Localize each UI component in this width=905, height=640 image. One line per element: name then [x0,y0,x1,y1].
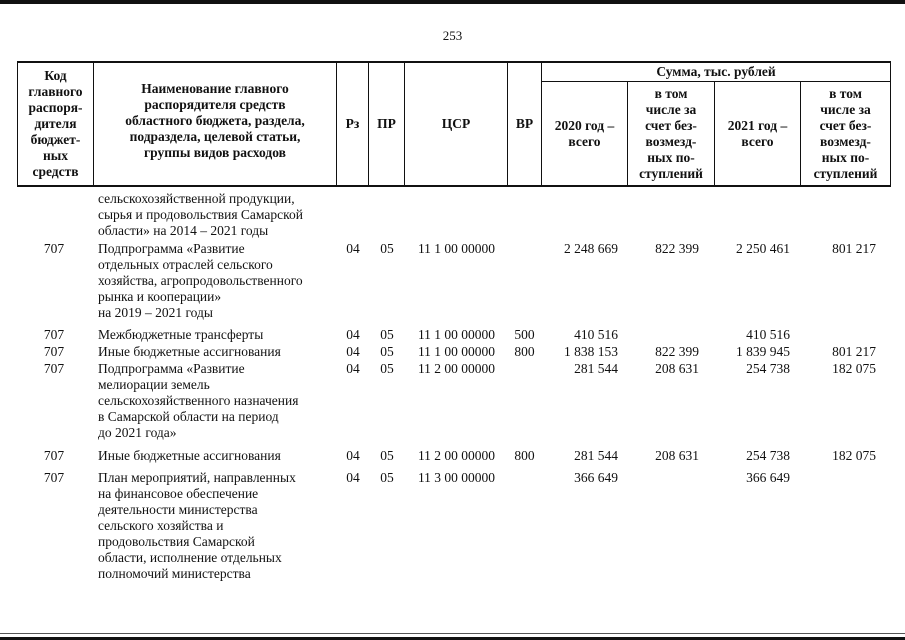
row-gratis-2020: 208 631 [655,448,699,463]
header-rz: Рз [345,116,360,131]
row-name: Межбюджетные трансферты [98,327,264,342]
row-rz: 04 [346,327,360,342]
row-name: План мероприятий, направленных на финансовое обеспечение деятельности министерства сельского хозяйства и продовольствия Самарской области, исполнение отдельных полномочий министерства [98,470,296,581]
row-sum-2021: 2 250 461 [736,241,790,256]
row-pr: 05 [380,470,394,485]
header-name: Наименование главного распорядителя средств областного бюджета, раздела, подраздела, целевой статьи, группы видов расходов [125,81,305,160]
row-gratis-2021: 182 075 [832,448,876,463]
scan-bottom-rule [0,633,905,634]
row-name: Иные бюджетные ассигнования [98,344,281,359]
row-name: Подпрограмма «Развитие мелиорации земель сельскохозяйственного назначения в Самарской области на период до 2021 года» [98,361,299,440]
row-csr: 11 1 00 00000 [417,344,496,359]
row-sum-2020: 366 649 [574,470,618,485]
row-rz: 04 [346,448,360,463]
row-sum-2021: 254 738 [746,448,790,463]
table-header [17,61,891,187]
header-2020-total: 2020 год – всего [554,117,615,149]
row-csr: 11 2 00 00000 [417,361,496,376]
row-kod: 707 [43,448,65,463]
row-rz: 04 [346,470,360,485]
row-sum-2020: 2 248 669 [564,241,618,256]
row-vr: 800 [514,448,535,463]
row-gratis-2021: 801 217 [832,241,876,256]
row-gratis-2021: 182 075 [832,361,876,376]
row-kod: 707 [43,241,65,256]
row-csr: 11 1 00 00000 [417,241,496,256]
row-sum-2020: 410 516 [574,327,618,342]
row-sum-2021: 410 516 [746,327,790,342]
row-name: Иные бюджетные ассигнования [98,448,281,463]
row-sum-2021: 366 649 [746,470,790,485]
row-kod: 707 [43,470,65,485]
row-gratis-2020: 208 631 [655,361,699,376]
row-pr: 05 [380,241,394,256]
row-pr: 05 [380,344,394,359]
page-number: 253 [442,28,463,43]
row-pr: 05 [380,327,394,342]
row-pr: 05 [380,361,394,376]
row-sum-2021: 1 839 945 [736,344,790,359]
row-csr: 11 1 00 00000 [417,327,496,342]
col-line [890,61,891,187]
header-csr: ЦСР [441,116,471,131]
row-kod: 707 [43,327,65,342]
row-gratis-2020: 822 399 [655,344,699,359]
row-rz: 04 [346,344,360,359]
row-rz: 04 [346,241,360,256]
header-vr: ВР [515,116,534,131]
row-sum-2020: 1 838 153 [564,344,618,359]
row-sum-2021: 254 738 [746,361,790,376]
row-gratis-2020: 822 399 [655,241,699,256]
row-sum-2020: 281 544 [574,361,618,376]
row-sum-2020: 281 544 [574,448,618,463]
row-csr: 11 3 00 00000 [417,470,496,485]
header-bottom-rule [17,185,891,187]
scan-top-edge [0,0,905,4]
row-name: сельскохозяйственной продукции, сырья и продовольствия Самарской области» на 2014 – 2021 годы [98,191,303,238]
header-2021-gratis: в том числе за счет без- возмезд- ных по- ступлений [813,85,878,181]
header-kod: Код главного распоря- дителя бюджет- ных средств [28,68,83,179]
header-2021-total: 2021 год – всего [727,117,788,149]
row-kod: 707 [43,361,65,376]
row-name: Подпрограмма «Развитие отдельных отраслей сельского хозяйства, агропродовольственного рынка и кооперации» на 2019 – 2021 годы [98,241,303,320]
header-pr: ПР [377,116,396,131]
row-kod: 707 [43,344,65,359]
row-vr: 800 [514,344,535,359]
row-rz: 04 [346,361,360,376]
row-pr: 05 [380,448,394,463]
row-vr: 500 [514,327,535,342]
header-2020-gratis: в том числе за счет без- возмезд- ных по- ступлений [639,85,703,181]
row-csr: 11 2 00 00000 [417,448,496,463]
header-sum: Сумма, тыс. рублей [656,64,776,79]
row-gratis-2021: 801 217 [832,344,876,359]
